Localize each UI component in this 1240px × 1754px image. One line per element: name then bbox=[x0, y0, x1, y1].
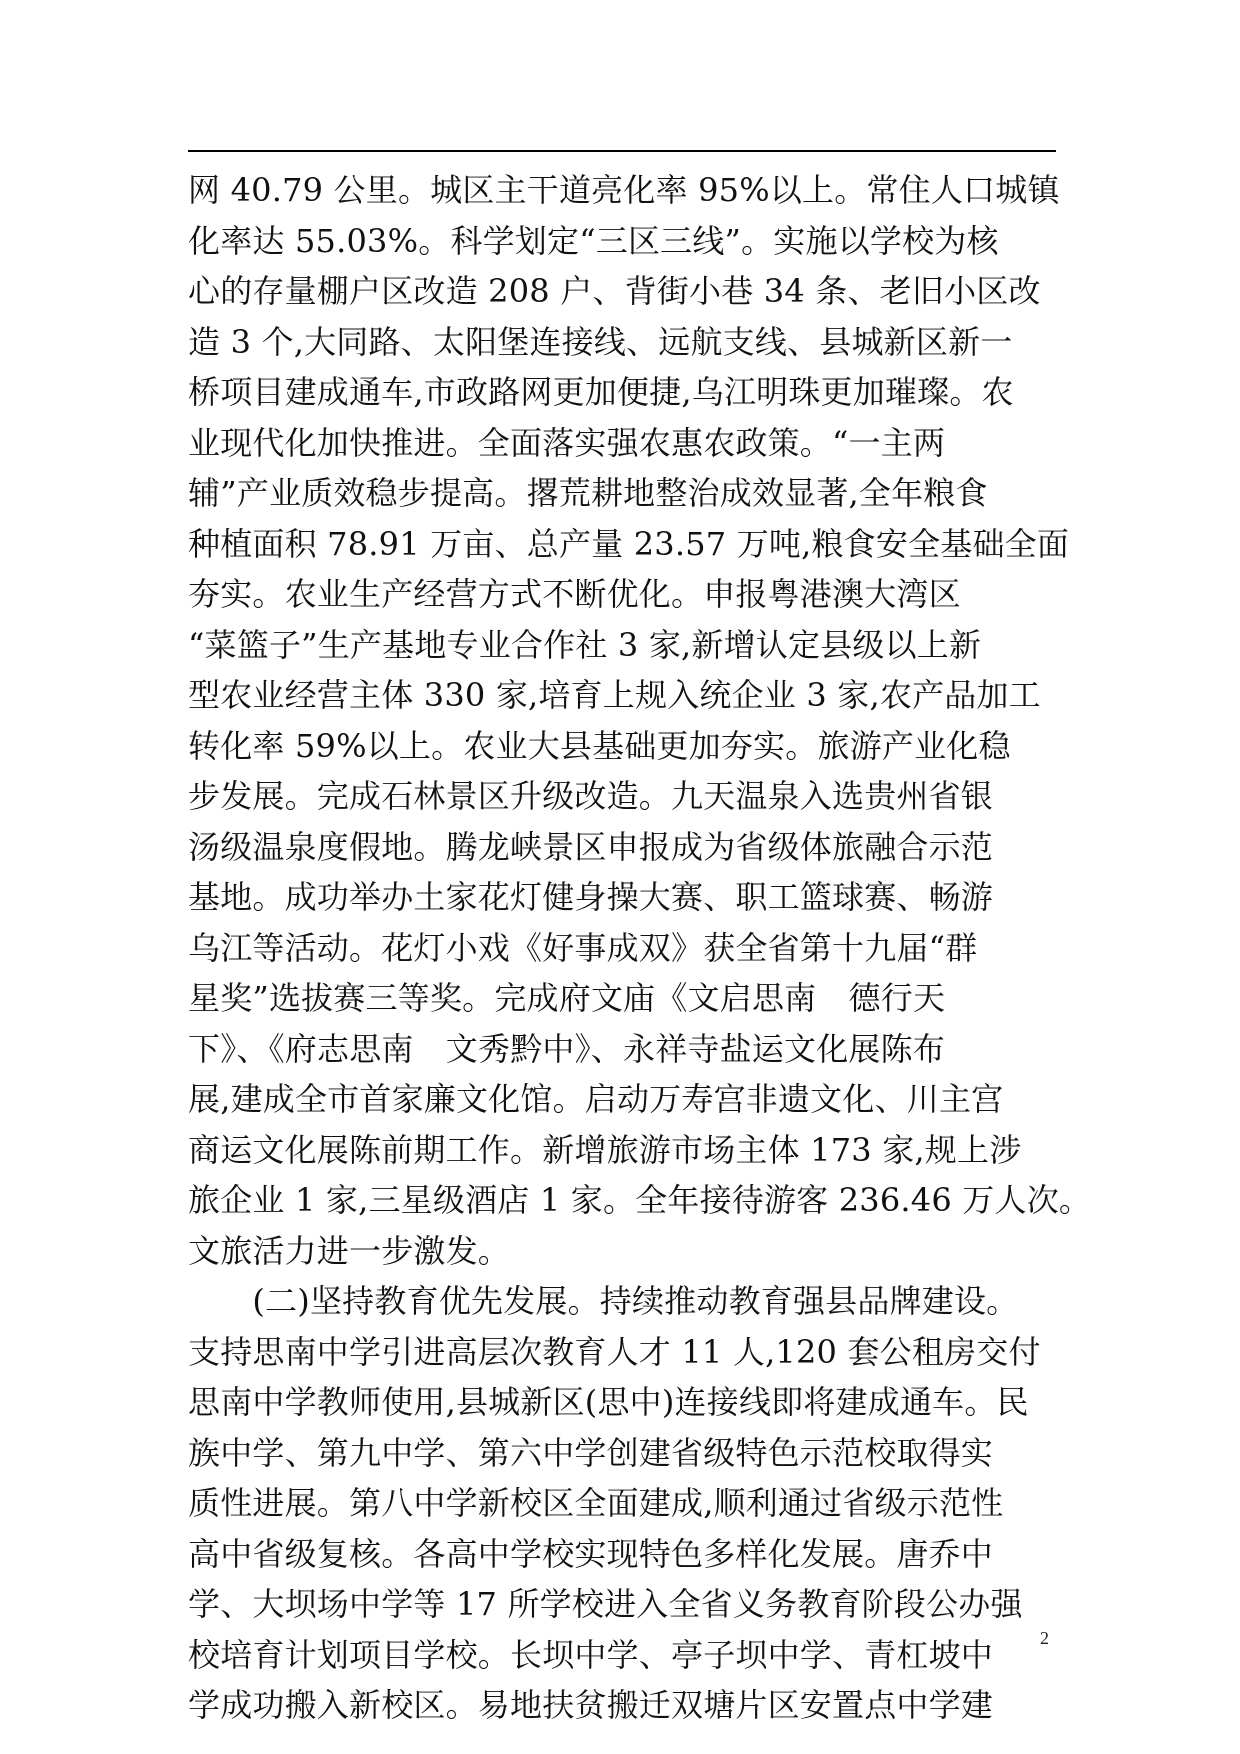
text-line: 学、大坝场中学等 17 所学校进入全省义务教育阶段公办强 bbox=[188, 1585, 1023, 1623]
text-line: 校培育计划项目学校。长坝中学、亭子坝中学、青杠坡中 bbox=[188, 1635, 994, 1674]
text-line: 基地。成功举办土家花灯健身操大赛、职工篮球赛、畅游 bbox=[188, 878, 994, 916]
text-line: 学成功搬入新校区。易地扶贫搬迁双塘片区安置点中学建 bbox=[188, 1686, 994, 1724]
text-line: 转化率 59%以上。农业大县基础更加夯实。旅游产业化稳 bbox=[188, 726, 1011, 765]
text-line: 族中学、第九中学、第六中学创建省级特色示范校取得实 bbox=[188, 1433, 994, 1472]
text-line: 乌江等活动。花灯小戏《好事成双》获全省第十九届“群 bbox=[188, 928, 978, 967]
text-line: 夯实。农业生产经营方式不断优化。申报粤港澳大湾区 bbox=[188, 575, 961, 613]
text-line: 化率达 55.03%。科学划定“三区三线”。实施以学校为核 bbox=[188, 221, 999, 260]
text-line: 质性进展。第八中学新校区全面建成,顺利通过省级示范性 bbox=[188, 1484, 1004, 1522]
page-number: 2 bbox=[1040, 1628, 1049, 1648]
text-line: 心的存量棚户区改造 208 户、背街小巷 34 条、老旧小区改 bbox=[188, 272, 1041, 310]
text-line: 步发展。完成石林景区升级改造。九天温泉入选贵州省银 bbox=[188, 777, 994, 815]
text-line: 下》、《府志思南 文秀黔中》、永祥寺盐运文化展陈布 bbox=[188, 1029, 946, 1068]
text-line: “菜篮子”生产基地专业合作社 3 家,新增认定县级以上新 bbox=[188, 625, 982, 664]
text-line: 网 40.79 公里。城区主干道亮化率 95%以上。常住人口城镇 bbox=[188, 171, 1060, 209]
text-line: 高中省级复核。各高中学校实现特色多样化发展。唐乔中 bbox=[188, 1534, 994, 1573]
section-heading-line: (二)坚持教育优先发展。持续推动教育强县品牌建设。 bbox=[188, 1282, 1019, 1320]
text-line: 展,建成全市首家廉文化馆。启动万寿宫非遗文化、川主宫 bbox=[188, 1080, 1004, 1118]
text-line: 文旅活力进一步激发。 bbox=[188, 1231, 511, 1270]
text-line: 桥项目建成通车,市政路网更加便捷,乌江明珠更加璀璨。农 bbox=[188, 373, 1014, 411]
text-line: 造 3 个,大同路、太阳堡连接线、远航支线、县城新区新一 bbox=[188, 322, 1013, 361]
text-line: 支持思南中学引进高层次教育人才 11 人,120 套公租房交付 bbox=[188, 1332, 1041, 1371]
text-line: 商运文化展陈前期工作。新增旅游市场主体 173 家,规上涉 bbox=[188, 1130, 1022, 1169]
text-line: 种植面积 78.91 万亩、总产量 23.57 万吨,粮食安全基础全面 bbox=[188, 524, 1070, 563]
text-line: 旅企业 1 家,三星级酒店 1 家。全年接待游客 236.46 万人次。 bbox=[188, 1181, 1092, 1219]
text-line: 星奖”选拔赛三等奖。完成府文庙《文启思南 德行天 bbox=[188, 979, 946, 1017]
text-line: 业现代化加快推进。全面落实强农惠农政策。“一主两 bbox=[188, 423, 946, 462]
text-line: 汤级温泉度假地。腾龙峡景区申报成为省级体旅融合示范 bbox=[188, 827, 994, 866]
header-rule bbox=[188, 150, 1056, 152]
text-line: 型农业经营主体 330 家,培育上规入统企业 3 家,农产品加工 bbox=[188, 676, 1041, 714]
text-line: 辅”产业质效稳步提高。撂荒耕地整治成效显著,全年粮食 bbox=[188, 474, 988, 512]
body-text bbox=[188, 165, 1092, 1731]
text-line: 思南中学教师使用,县城新区(思中)连接线即将建成通车。民 bbox=[188, 1383, 1029, 1421]
